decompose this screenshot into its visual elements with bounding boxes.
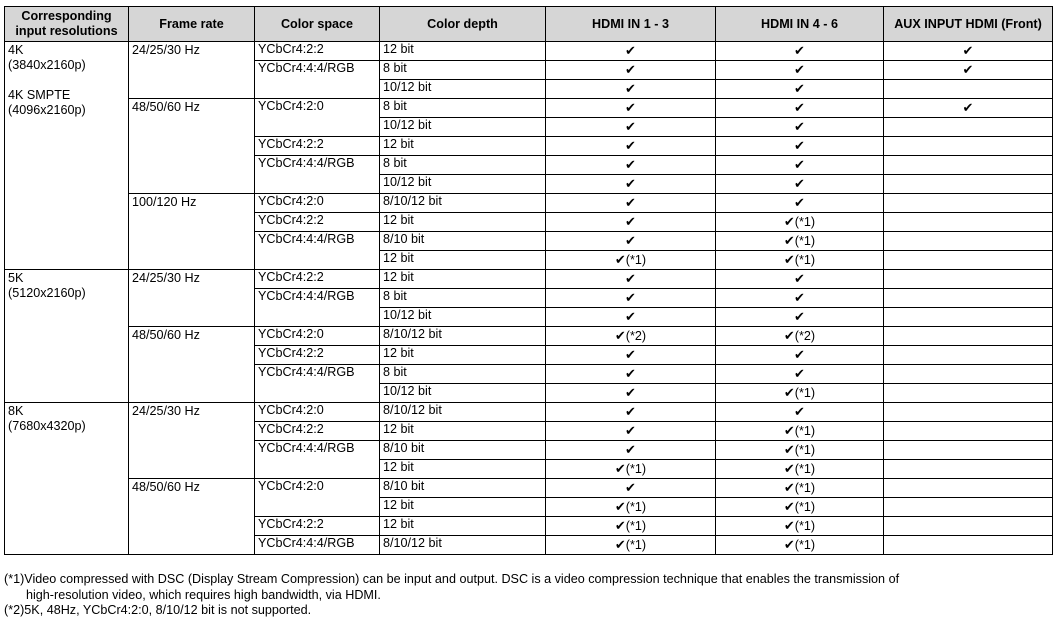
- aux-cell: [884, 289, 1053, 308]
- color-depth-cell: 8/10 bit: [380, 479, 546, 498]
- header-color-depth: Color depth: [380, 7, 546, 42]
- check-icon: ✔: [625, 157, 636, 173]
- check-icon: ✔: [614, 461, 626, 477]
- check-icon: ✔: [794, 271, 805, 287]
- check-icon: ✔: [794, 81, 805, 97]
- hdmi-1-3-cell: [546, 61, 716, 80]
- aux-cell: [884, 384, 1053, 403]
- resolution-cell: 4K (3840x2160p) 4K SMPTE (4096x2160p): [5, 42, 129, 270]
- hdmi-4-6-cell: [716, 346, 884, 365]
- frame-rate-cell: 24/25/30 Hz: [129, 42, 255, 99]
- color-depth-cell: 10/12 bit: [380, 384, 546, 403]
- color-space-cell: YCbCr4:2:2: [255, 42, 380, 61]
- check-icon: ✔: [794, 138, 805, 154]
- aux-cell: [884, 99, 1053, 118]
- hdmi-1-3-cell: [546, 346, 716, 365]
- hdmi-1-3-cell: [546, 99, 716, 118]
- hdmi-1-3-cell: [546, 384, 716, 403]
- color-depth-cell: 8/10/12 bit: [380, 194, 546, 213]
- footnote-2: (*2)5K, 48Hz, YCbCr4:2:0, 8/10/12 bit is not supported.: [4, 603, 312, 617]
- footnotes: [4, 572, 1014, 619]
- hdmi-4-6-cell: [716, 479, 884, 498]
- check-icon: ✔: [625, 233, 636, 249]
- hdmi-1-3-cell: [546, 327, 716, 346]
- color-depth-cell: 8/10/12 bit: [380, 403, 546, 422]
- hdmi-1-3-cell: [546, 365, 716, 384]
- check-icon: ✔: [614, 252, 626, 268]
- header-hdmi-in-1-3: HDMI IN 1 - 3: [546, 7, 716, 42]
- hdmi-4-6-cell: [716, 80, 884, 99]
- aux-cell: [884, 194, 1053, 213]
- hdmi-1-3-cell: [546, 460, 716, 479]
- footnote-ref: (*1): [794, 423, 816, 438]
- color-depth-cell: 12 bit: [380, 42, 546, 61]
- hdmi-1-3-cell: [546, 517, 716, 536]
- hdmi-4-6-cell: [716, 422, 884, 441]
- header-aux-input: AUX INPUT HDMI (Front): [884, 7, 1053, 42]
- hdmi-1-3-cell: [546, 270, 716, 289]
- aux-cell: [884, 498, 1053, 517]
- check-icon: ✔: [783, 423, 795, 439]
- color-space-cell: YCbCr4:2:2: [255, 213, 380, 232]
- check-icon: ✔: [783, 214, 795, 230]
- footnote-ref: (*2): [625, 328, 647, 343]
- table-row: [5, 194, 1053, 213]
- check-icon: ✔: [783, 328, 795, 344]
- aux-cell: [884, 308, 1053, 327]
- check-icon: ✔: [625, 214, 636, 230]
- hdmi-1-3-cell: [546, 118, 716, 137]
- footnote-1-continued: high-resolution video, which requires high bandwidth, via HDMI.: [26, 587, 381, 602]
- footnote-ref: (*1): [794, 214, 816, 229]
- check-icon: ✔: [625, 309, 636, 325]
- check-icon: ✔: [794, 290, 805, 306]
- color-depth-cell: 12 bit: [380, 517, 546, 536]
- check-icon: ✔: [625, 81, 636, 97]
- color-depth-cell: 12 bit: [380, 346, 546, 365]
- aux-cell: [884, 327, 1053, 346]
- footnote-ref: (*1): [794, 499, 816, 514]
- hdmi-4-6-cell: [716, 365, 884, 384]
- aux-cell: [884, 213, 1053, 232]
- hdmi-4-6-cell: [716, 308, 884, 327]
- color-space-cell: YCbCr4:2:0: [255, 99, 380, 137]
- check-icon: ✔: [794, 43, 805, 59]
- check-icon: ✔: [783, 480, 795, 496]
- check-icon: ✔: [625, 62, 636, 78]
- check-icon: ✔: [625, 195, 636, 211]
- footnote-ref: (*1): [625, 518, 647, 533]
- check-icon: ✔: [625, 43, 636, 59]
- footnote-ref: (*1): [794, 385, 816, 400]
- aux-cell: [884, 61, 1053, 80]
- check-icon: ✔: [783, 461, 795, 477]
- check-icon: ✔: [783, 499, 795, 515]
- aux-cell: [884, 270, 1053, 289]
- hdmi-1-3-cell: [546, 42, 716, 61]
- header-color-space: Color space: [255, 7, 380, 42]
- frame-rate-cell: 48/50/60 Hz: [129, 479, 255, 555]
- check-icon: ✔: [794, 176, 805, 192]
- check-icon: ✔: [625, 271, 636, 287]
- hdmi-4-6-cell: [716, 137, 884, 156]
- color-depth-cell: 12 bit: [380, 460, 546, 479]
- aux-cell: [884, 156, 1053, 175]
- aux-cell: [884, 232, 1053, 251]
- check-icon: ✔: [625, 366, 636, 382]
- check-icon: ✔: [783, 252, 795, 268]
- check-icon: ✔: [625, 442, 636, 458]
- check-icon: ✔: [794, 347, 805, 363]
- hdmi-4-6-cell: [716, 99, 884, 118]
- color-depth-cell: 8/10 bit: [380, 232, 546, 251]
- hdmi-1-3-cell: [546, 308, 716, 327]
- hdmi-1-3-cell: [546, 80, 716, 99]
- footnote-ref: (*1): [794, 252, 816, 267]
- color-space-cell: YCbCr4:2:2: [255, 422, 380, 441]
- color-depth-cell: 8/10/12 bit: [380, 536, 546, 555]
- color-space-cell: YCbCr4:2:2: [255, 137, 380, 156]
- color-space-cell: YCbCr4:4:4/RGB: [255, 156, 380, 194]
- check-icon: ✔: [783, 385, 795, 401]
- check-icon: ✔: [625, 176, 636, 192]
- table-row: [5, 403, 1053, 422]
- header-resolution: Corresponding input resolutions: [5, 7, 129, 42]
- aux-cell: [884, 536, 1053, 555]
- check-icon: ✔: [783, 537, 795, 553]
- resolution-cell: 8K (7680x4320p): [5, 403, 129, 555]
- color-space-cell: YCbCr4:4:4/RGB: [255, 441, 380, 479]
- hdmi-1-3-cell: [546, 175, 716, 194]
- check-icon: ✔: [794, 309, 805, 325]
- check-icon: ✔: [794, 366, 805, 382]
- hdmi-4-6-cell: [716, 213, 884, 232]
- table-row: [5, 270, 1053, 289]
- check-icon: ✔: [794, 119, 805, 135]
- check-icon: ✔: [794, 404, 805, 420]
- color-space-cell: YCbCr4:2:2: [255, 346, 380, 365]
- check-icon: ✔: [783, 442, 795, 458]
- check-icon: ✔: [625, 480, 636, 496]
- hdmi-1-3-cell: [546, 536, 716, 555]
- hdmi-1-3-cell: [546, 156, 716, 175]
- check-icon: ✔: [614, 499, 626, 515]
- hdmi-4-6-cell: [716, 156, 884, 175]
- aux-cell: [884, 460, 1053, 479]
- table-row: [5, 42, 1053, 61]
- color-space-cell: YCbCr4:2:0: [255, 479, 380, 517]
- color-space-cell: YCbCr4:4:4/RGB: [255, 536, 380, 555]
- check-icon: ✔: [614, 537, 626, 553]
- hdmi-1-3-cell: [546, 441, 716, 460]
- color-depth-cell: 10/12 bit: [380, 308, 546, 327]
- check-icon: ✔: [794, 62, 805, 78]
- resolution-cell: 5K (5120x2160p): [5, 270, 129, 403]
- footnote-1: (*1)Video compressed with DSC (Display Stream Compression) can be input and output. DSC is a video compression technique that enables the transmission of: [4, 572, 900, 586]
- hdmi-1-3-cell: [546, 213, 716, 232]
- color-space-cell: YCbCr4:2:0: [255, 194, 380, 213]
- footnote-ref: (*1): [794, 480, 816, 495]
- aux-cell: [884, 118, 1053, 137]
- hdmi-4-6-cell: [716, 327, 884, 346]
- check-icon: ✔: [794, 195, 805, 211]
- hdmi-4-6-cell: [716, 251, 884, 270]
- aux-cell: [884, 80, 1053, 99]
- aux-cell: [884, 422, 1053, 441]
- aux-cell: [884, 175, 1053, 194]
- color-depth-cell: 10/12 bit: [380, 118, 546, 137]
- footnote-ref: (*1): [625, 537, 647, 552]
- hdmi-4-6-cell: [716, 536, 884, 555]
- hdmi-1-3-cell: [546, 422, 716, 441]
- color-depth-cell: 8 bit: [380, 99, 546, 118]
- footnote-ref: (*1): [794, 233, 816, 248]
- footnote-ref: (*1): [794, 537, 816, 552]
- color-depth-cell: 12 bit: [380, 251, 546, 270]
- check-icon: ✔: [962, 43, 974, 59]
- hdmi-1-3-cell: [546, 137, 716, 156]
- color-space-cell: YCbCr4:4:4/RGB: [255, 232, 380, 270]
- footnote-ref: (*1): [794, 461, 816, 476]
- hdmi-4-6-cell: [716, 42, 884, 61]
- aux-cell: [884, 251, 1053, 270]
- color-depth-cell: 12 bit: [380, 498, 546, 517]
- check-icon: ✔: [625, 404, 636, 420]
- check-icon: ✔: [625, 100, 636, 116]
- aux-cell: [884, 517, 1053, 536]
- hdmi-1-3-cell: [546, 479, 716, 498]
- color-space-cell: YCbCr4:2:0: [255, 403, 380, 422]
- footnote-ref: (*1): [794, 442, 816, 457]
- table-row: [5, 327, 1053, 346]
- color-depth-cell: 8/10/12 bit: [380, 327, 546, 346]
- color-depth-cell: 10/12 bit: [380, 175, 546, 194]
- color-space-cell: YCbCr4:2:2: [255, 270, 380, 289]
- header-frame-rate: Frame rate: [129, 7, 255, 42]
- color-depth-cell: 8/10 bit: [380, 441, 546, 460]
- check-icon: ✔: [614, 518, 626, 534]
- hdmi-4-6-cell: [716, 498, 884, 517]
- hdmi-4-6-cell: [716, 441, 884, 460]
- hdmi-4-6-cell: [716, 384, 884, 403]
- color-space-cell: YCbCr4:4:4/RGB: [255, 289, 380, 327]
- hdmi-4-6-cell: [716, 175, 884, 194]
- check-icon: ✔: [625, 138, 636, 154]
- check-icon: ✔: [625, 423, 636, 439]
- aux-cell: [884, 42, 1053, 61]
- check-icon: ✔: [794, 100, 805, 116]
- header-hdmi-in-4-6: HDMI IN 4 - 6: [716, 7, 884, 42]
- color-space-cell: YCbCr4:2:0: [255, 327, 380, 346]
- check-icon: ✔: [962, 62, 974, 78]
- color-depth-cell: 8 bit: [380, 156, 546, 175]
- hdmi-4-6-cell: [716, 460, 884, 479]
- hdmi-4-6-cell: [716, 232, 884, 251]
- check-icon: ✔: [625, 347, 636, 363]
- hdmi-1-3-cell: [546, 232, 716, 251]
- hdmi-4-6-cell: [716, 403, 884, 422]
- hdmi-4-6-cell: [716, 270, 884, 289]
- check-icon: ✔: [783, 233, 795, 249]
- color-space-cell: YCbCr4:4:4/RGB: [255, 365, 380, 403]
- table-row: [5, 479, 1053, 498]
- hdmi-1-3-cell: [546, 403, 716, 422]
- footnote-ref: (*2): [794, 328, 816, 343]
- hdmi-4-6-cell: [716, 289, 884, 308]
- table-body: [5, 42, 1053, 555]
- aux-cell: [884, 403, 1053, 422]
- color-depth-cell: 12 bit: [380, 137, 546, 156]
- check-icon: ✔: [962, 100, 974, 116]
- color-depth-cell: 8 bit: [380, 61, 546, 80]
- color-depth-cell: 8 bit: [380, 365, 546, 384]
- check-icon: ✔: [625, 119, 636, 135]
- aux-cell: [884, 346, 1053, 365]
- footnote-ref: (*1): [625, 252, 647, 267]
- hdmi-1-3-cell: [546, 498, 716, 517]
- check-icon: ✔: [783, 518, 795, 534]
- hdmi-4-6-cell: [716, 118, 884, 137]
- hdmi-1-3-cell: [546, 251, 716, 270]
- check-icon: ✔: [625, 385, 636, 401]
- check-icon: ✔: [614, 328, 626, 344]
- footnote-ref: (*1): [794, 518, 816, 533]
- aux-cell: [884, 137, 1053, 156]
- color-space-cell: YCbCr4:4:4/RGB: [255, 61, 380, 99]
- hdmi-4-6-cell: [716, 517, 884, 536]
- check-icon: ✔: [794, 157, 805, 173]
- hdmi-1-3-cell: [546, 194, 716, 213]
- frame-rate-cell: 100/120 Hz: [129, 194, 255, 270]
- table-row: [5, 99, 1053, 118]
- aux-cell: [884, 479, 1053, 498]
- color-depth-cell: 12 bit: [380, 213, 546, 232]
- header-row: [5, 7, 1053, 42]
- color-depth-cell: 12 bit: [380, 270, 546, 289]
- aux-cell: [884, 441, 1053, 460]
- color-depth-cell: 10/12 bit: [380, 80, 546, 99]
- color-depth-cell: 12 bit: [380, 422, 546, 441]
- frame-rate-cell: 24/25/30 Hz: [129, 403, 255, 479]
- hdmi-4-6-cell: [716, 61, 884, 80]
- footnote-ref: (*1): [625, 461, 647, 476]
- hdmi-1-3-cell: [546, 289, 716, 308]
- color-depth-cell: 8 bit: [380, 289, 546, 308]
- frame-rate-cell: 48/50/60 Hz: [129, 99, 255, 194]
- compatibility-table: [4, 6, 1053, 555]
- footnote-ref: (*1): [625, 499, 647, 514]
- hdmi-4-6-cell: [716, 194, 884, 213]
- aux-cell: [884, 365, 1053, 384]
- color-space-cell: YCbCr4:2:2: [255, 517, 380, 536]
- frame-rate-cell: 24/25/30 Hz: [129, 270, 255, 327]
- check-icon: ✔: [625, 290, 636, 306]
- frame-rate-cell: 48/50/60 Hz: [129, 327, 255, 403]
